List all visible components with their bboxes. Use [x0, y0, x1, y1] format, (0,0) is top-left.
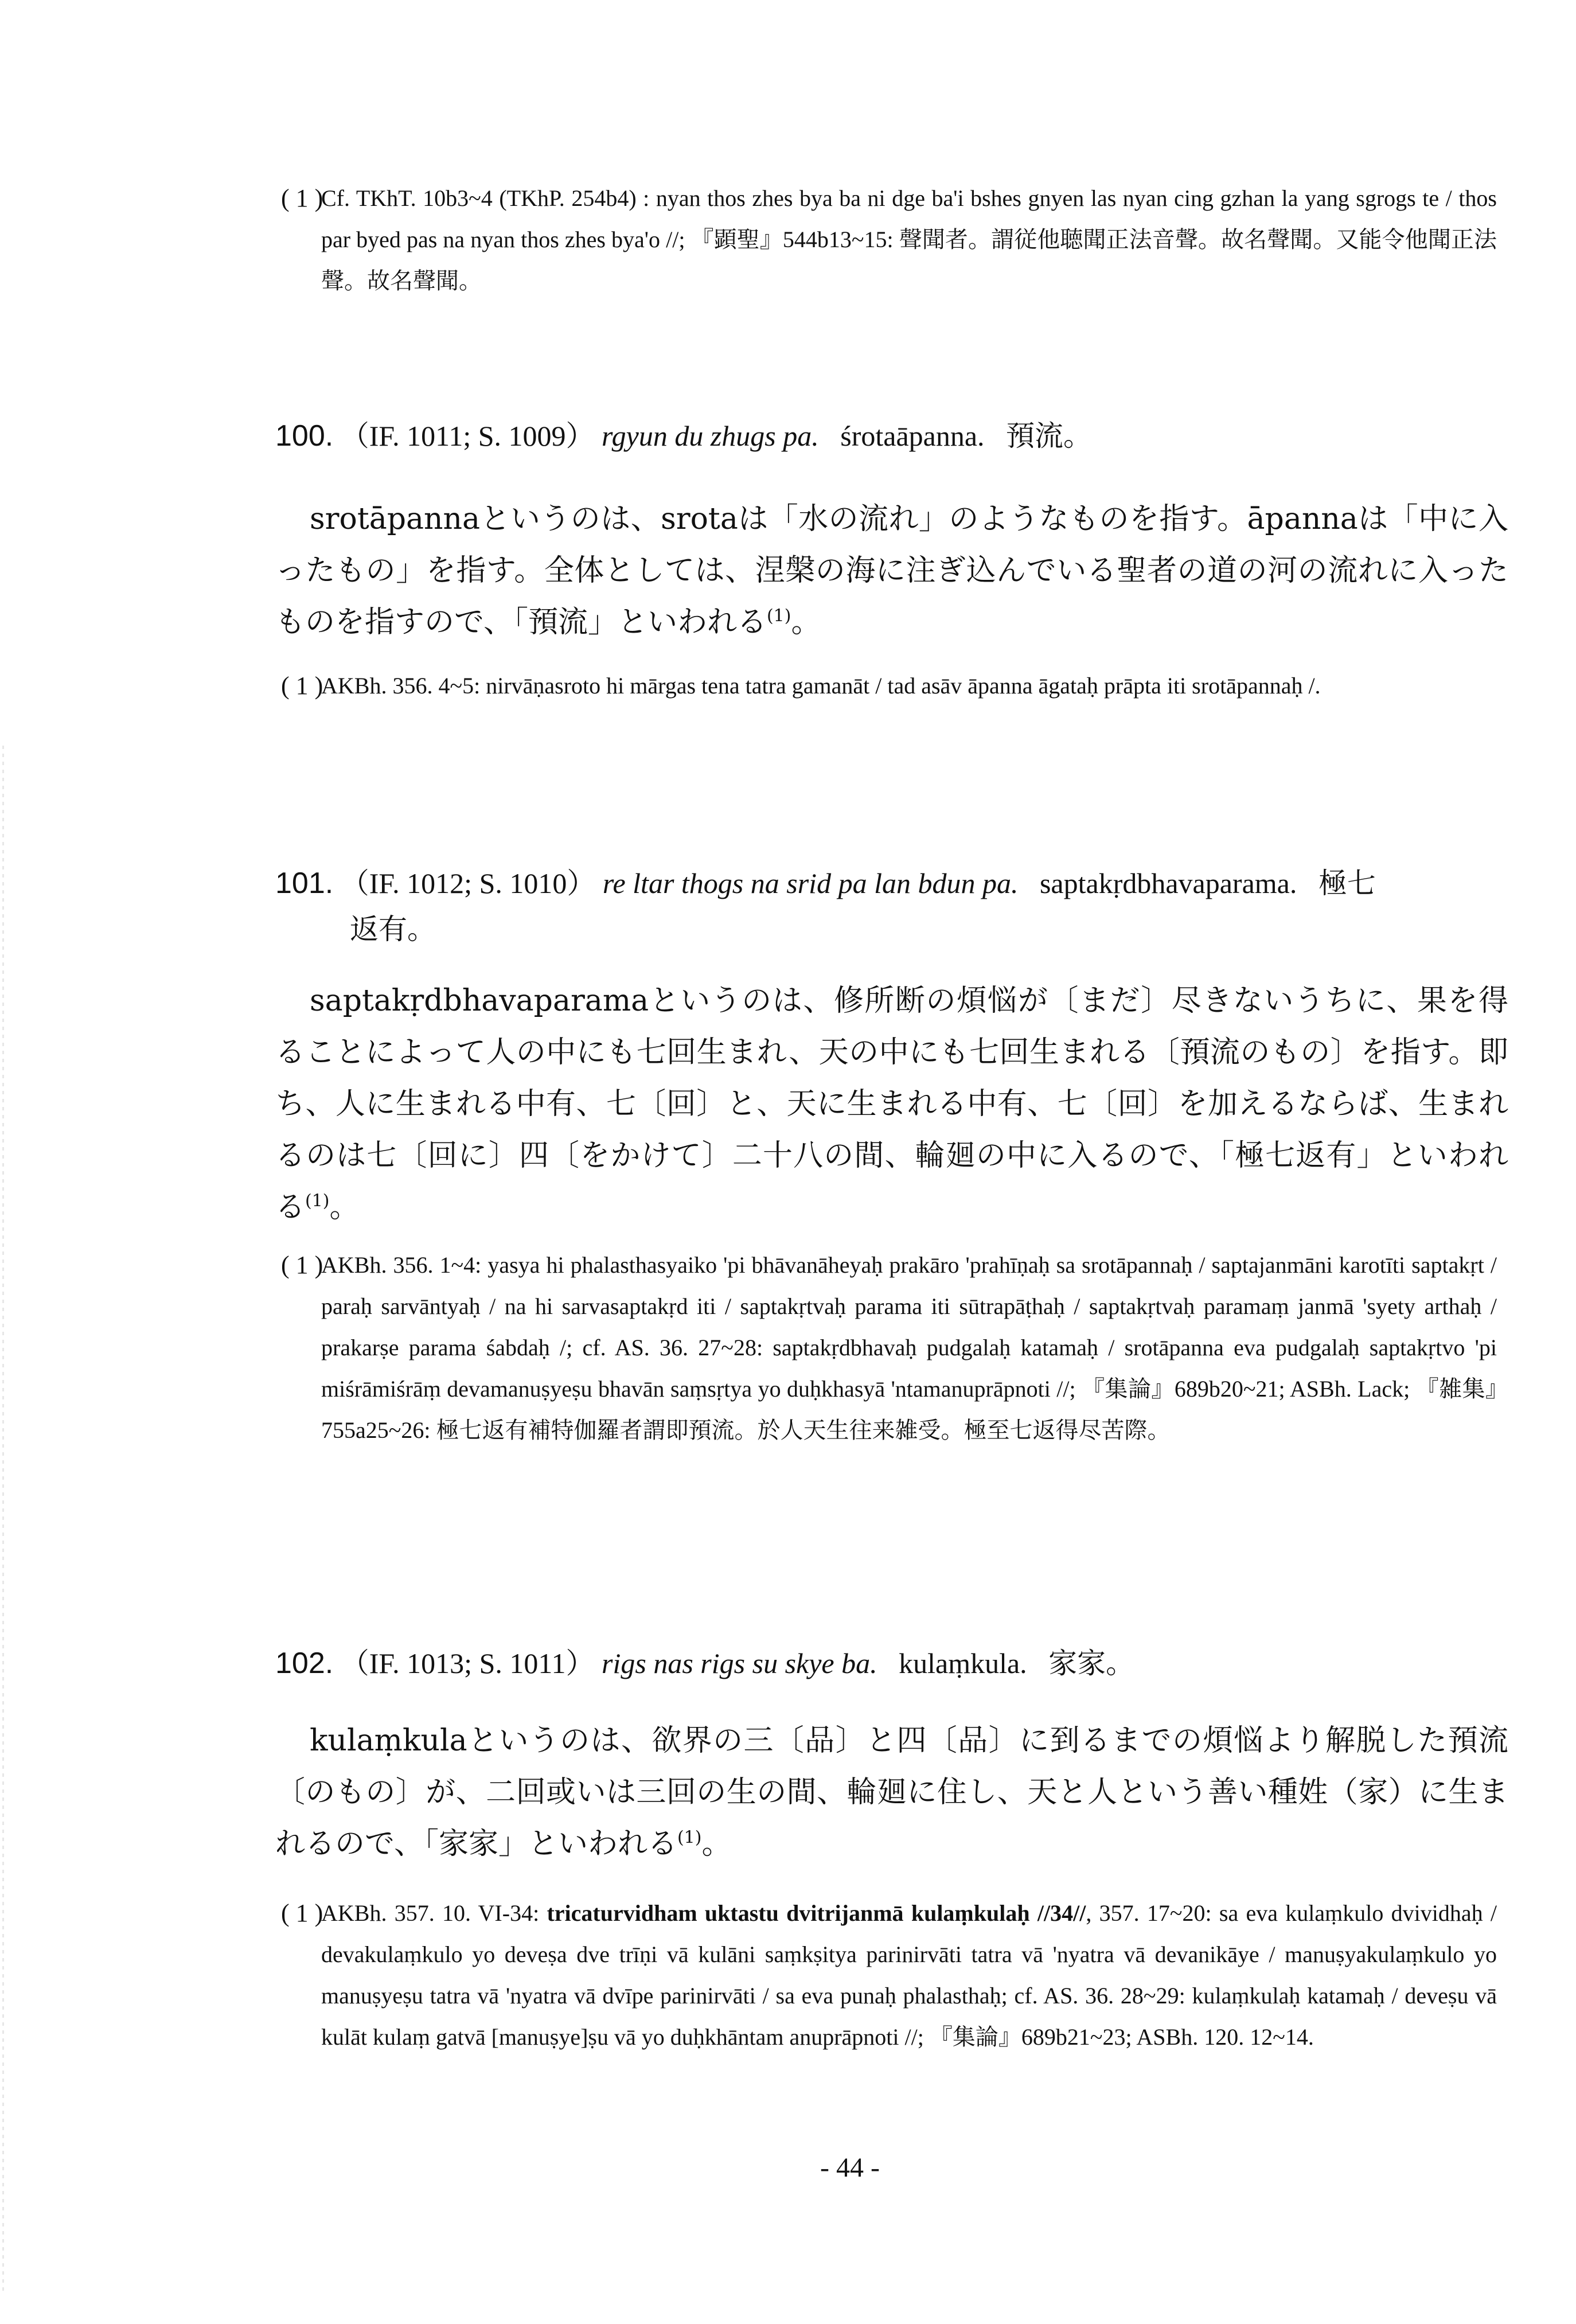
- entry-ref: （IF. 1011; S. 1009）: [340, 420, 595, 452]
- footnote-text: AKBh. 356. 1~4: yasya hi phalasthasyaiko 'pi bhāvanāheyaḥ prakāro 'prahīṇaḥ sa srotāpannaḥ / saptajanmāni karotīti saptakṛt / paraḥ sarvāntyaḥ / na hi sarvasaptakṛd iti / saptakṛtvaḥ parama iti sūtrapāṭhaḥ / saptakṛtvaḥ paramaṃ janmā 'syety arthaḥ / prakarṣe parama śabdaḥ /; cf. AS. 36. 27~28: saptakṛdbhavaḥ pudgalaḥ katamaḥ / srotāpanna eva pudgalaḥ saptakṛtvo 'pi miśrāmiśrāṃ devamanuṣyeṣu bhavān saṃsṛtya yo duḥkhasyā 'ntamanuprāpnoti //; 『集論』689b20~21; ASBh. Lack; 『雑集』755a25~26: 極七返有補特伽羅者謂即預流。於人天生往来雑受。極至七返得尽苦際。: [321, 1252, 1497, 1443]
- body-text: kulaṃkulaというのは、欲界の三〔品〕と四〔品〕に到るまでの煩悩より解脱した預流〔のもの〕が、二回或いは三回の生の間、輪廻に住し、天と人という善い種姓（家）に生まれるので、「家家」といわれる: [275, 1723, 1508, 1861]
- entry-chinese-cont: 返有。: [350, 913, 436, 945]
- footnote-marker: ( 1 ): [281, 672, 323, 700]
- body-end: 。: [701, 1827, 732, 1861]
- entry-tibetan: re ltar thogs na srid pa lan bdun pa.: [602, 867, 1019, 899]
- footnote-ref: (1): [305, 1191, 330, 1211]
- footnote-ref: (1): [677, 1827, 702, 1848]
- body-text: saptakṛdbhavaparamaというのは、修所断の煩悩が〔まだ〕尽きないうちに、果を得ることによって人の中にも七回生まれ、天の中にも七回生まれる〔預流のもの〕を指す。即ち、人に生まれる中有、七〔回〕と、天に生まれる中有、七〔回〕を加えるならば、生まれるのは七〔回に〕四〔をかけて〕二十八の間、輪廻の中に入るので、「極七返有」といわれる: [275, 984, 1508, 1225]
- scan-edge-artifact: [2, 746, 4, 2294]
- footnote-text-a: AKBh. 357. 10. VI-34:: [321, 1900, 547, 1926]
- footnote-text-b: , 357. 17~20: sa eva kulaṃkulo dvividhaḥ / devakulaṃkulo yo deveṣa dve trīṇi vā kulāni saṃkṣitya parinirvāti tatra vā 'nyatra vā devanikāye / manuṣyakulaṃkulo yo manuṣyeṣu tatra vā 'nyatra vā dvīpe parinirvāti / sa eva punaḥ phalasthaḥ; cf. AS. 36. 28~29: kulaṃkulaḥ katamaḥ / deveṣu vā kulāt kulaṃ gatvā [manuṣye]ṣu vā yo duḥkhāntam anuprāpnoti //; 『集論』689b21~23; ASBh. 120. 12~14.: [321, 1900, 1497, 2050]
- entry-100-footnote: [281, 665, 1497, 707]
- entry-number: 101.: [275, 867, 334, 900]
- entry-sanskrit: saptakṛdbhavaparama.: [1039, 867, 1297, 899]
- entry-sanskrit: kulaṃkula.: [899, 1647, 1027, 1679]
- footnote-marker: ( 1 ): [281, 184, 323, 212]
- entry-number: 100.: [275, 419, 334, 453]
- entry-101-heading: [275, 860, 1508, 952]
- entry-sanskrit: śrotaāpanna.: [840, 420, 985, 452]
- entry-number: 102.: [275, 1647, 334, 1680]
- footnote-text: Cf. TKhT. 10b3~4 (TKhP. 254b4) : nyan thos zhes bya ba ni dge ba'i bshes gnyen las nyan cing gzhan la yang sgrogs te / thos par byed pas na nyan thos zhes bya'o //; 『顕聖』544b13~15: 聲聞者。謂従他聴聞正法音聲。故名聲聞。又能令他聞正法聲。故名聲聞。: [321, 185, 1497, 294]
- entry-100-heading: [275, 413, 1508, 459]
- footnote-top: [281, 178, 1497, 302]
- footnote-marker: ( 1 ): [281, 1899, 323, 1927]
- entry-101-body: [275, 975, 1508, 1233]
- entry-ref: （IF. 1012; S. 1010）: [340, 867, 596, 899]
- entry-102-body: [275, 1715, 1508, 1870]
- entry-ref: （IF. 1013; S. 1011）: [340, 1647, 595, 1679]
- entry-102-heading: [275, 1640, 1508, 1686]
- entry-101-footnote: [281, 1245, 1497, 1451]
- footnote-marker: ( 1 ): [281, 1251, 323, 1279]
- footnote-verse-bold: tricaturvidham uktastu dvitrijanmā kulaṃkulaḥ //34//: [547, 1900, 1086, 1926]
- body-end: 。: [329, 1190, 360, 1225]
- entry-chinese: 家家。: [1048, 1647, 1135, 1679]
- entry-tibetan: rigs nas rigs su skye ba.: [602, 1647, 877, 1679]
- entry-100-body: [275, 493, 1508, 648]
- body-text: srotāpannaというのは、srotaは「水の流れ」のようなものを指す。āpannaは「中に入ったもの」を指す。全体としては、涅槃の海に注ぎ込んでいる聖者の道の河の流れに入ったものを指すので、「預流」といわれる: [275, 502, 1508, 640]
- body-end: 。: [791, 605, 821, 640]
- entry-chinese: 極七: [1318, 867, 1376, 899]
- footnote-text: [321, 1893, 1497, 2058]
- footnote-ref: (1): [766, 606, 791, 626]
- page-number: - 44 -: [820, 2153, 880, 2183]
- entry-chinese: 預流。: [1006, 420, 1093, 452]
- footnote-text: AKBh. 356. 4~5: nirvāṇasroto hi mārgas tena tatra gamanāt / tad asāv āpanna āgataḥ prāpta iti srotāpannaḥ /.: [321, 673, 1321, 699]
- entry-tibetan: rgyun du zhugs pa.: [602, 420, 819, 452]
- entry-102-footnote: [281, 1893, 1497, 2058]
